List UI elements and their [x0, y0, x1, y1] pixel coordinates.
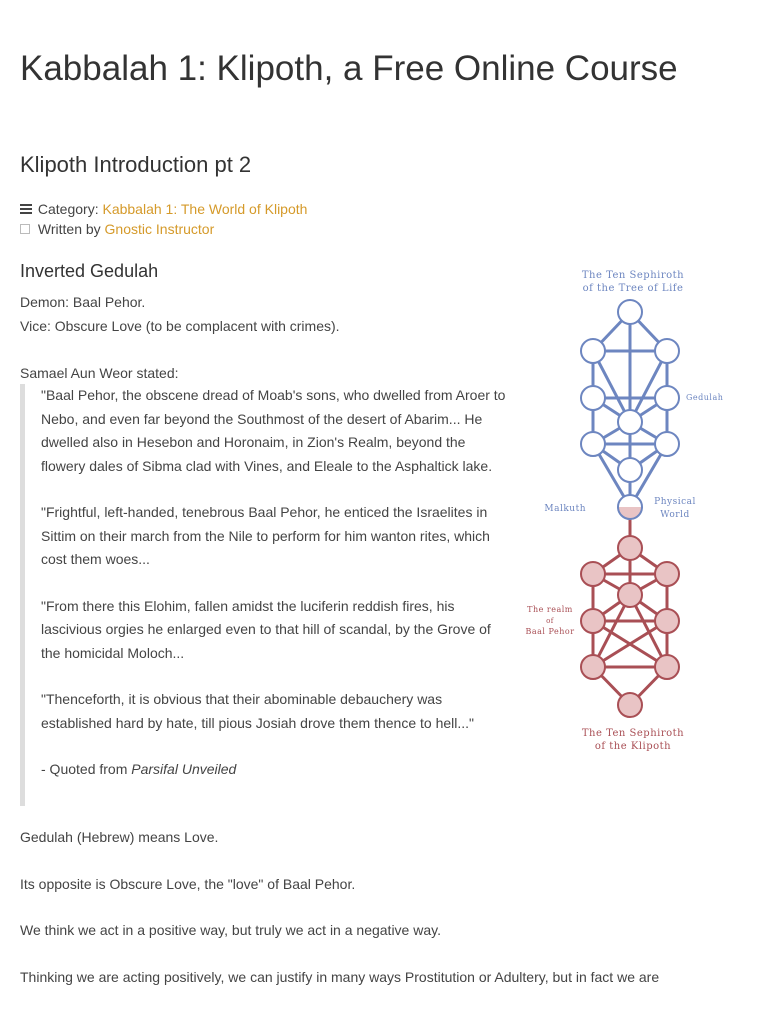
citation-title: Parsifal Unveiled — [131, 761, 237, 777]
klipah-node — [618, 583, 642, 607]
author-link[interactable]: Gnostic Instructor — [104, 221, 215, 237]
realm-label: The realm — [527, 605, 573, 614]
vice-line: Vice: Obscure Love (to be complacent with crimes). — [20, 318, 340, 334]
category-link[interactable]: Kabbalah 1: The World of Klipoth — [102, 201, 308, 217]
klipah-node — [655, 609, 679, 633]
malkuth-label: Malkuth — [544, 504, 586, 514]
quote-paragraph: "From there this Elohim, fallen amidst the luciferin reddish fires, his lascivious orgies he enlarged even to that hill of scandal, by the Grove of the homicidal Moloch... — [41, 597, 491, 661]
article-title: Klipoth Introduction pt 2 — [20, 152, 252, 177]
section-title: Inverted Gedulah — [20, 261, 159, 281]
paragraph: Thinking we are acting positively, we can justify in many ways Prostitution or Adultery, but in fact we are — [20, 969, 660, 985]
tree-of-life-diagram — [505, 260, 755, 760]
klipah-node — [618, 693, 642, 717]
sephirah-node — [581, 386, 605, 410]
author-line — [20, 219, 214, 239]
sephirah-node — [655, 339, 679, 363]
klipah-node — [618, 536, 642, 560]
sephirah-node — [618, 300, 642, 324]
physical-world-label: Physical — [654, 497, 696, 507]
sephirah-node — [655, 432, 679, 456]
physical-world-label: World — [660, 510, 690, 520]
quote-paragraph: "Baal Pehor, the obscene dread of Moab's sons, who dwelled from Aroer to Nebo, and even far beyond the Southmost of the desert of Abarim... He dwelled also in Hesebon and Horonaim, in Zion's Realm, beyond the flowery dales of Sibma clad with Vines, and Eleale to the Asphaltick lake. — [41, 387, 506, 474]
klipah-node — [655, 562, 679, 586]
category-label: Category: — [37, 201, 99, 217]
paragraph: Its opposite is Obscure Love, the "love" of Baal Pehor. — [20, 876, 356, 892]
gedulah-label: Gedulah — [686, 393, 724, 402]
citation-prefix: - Quoted from — [41, 761, 128, 777]
malkuth-node — [618, 495, 642, 519]
klipah-node — [581, 562, 605, 586]
klipah-node — [581, 609, 605, 633]
klipah-node — [655, 655, 679, 679]
category-line — [20, 199, 307, 219]
sephirah-node — [618, 410, 642, 434]
diagram-bottom-title: The Ten Sephiroth — [581, 728, 685, 739]
quote-citation — [41, 758, 506, 782]
list-icon — [20, 199, 34, 219]
quote-paragraph: "Frightful, left-handed, tenebrous Baal Pehor, he enticed the Israelites in Sittim on their march from the Nile to perform for him wanton rites, which cost them woes... — [41, 504, 490, 567]
demon-line: Demon: Baal Pehor. — [20, 294, 146, 310]
realm-label: Baal Pehor — [525, 627, 575, 636]
sephirah-node — [618, 458, 642, 482]
author-label: Written by — [37, 221, 101, 237]
user-icon — [20, 219, 34, 239]
diagram-top-title: The Ten Sephiroth — [581, 270, 685, 281]
realm-label: of — [546, 617, 554, 625]
quote-intro: Samael Aun Weor stated: — [20, 365, 179, 381]
quote-block — [20, 384, 506, 806]
sephirah-node — [581, 432, 605, 456]
sephirah-node — [655, 386, 679, 410]
sephirah-node — [581, 339, 605, 363]
diagram-top-title: of the Tree of Life — [582, 283, 684, 294]
paragraph: We think we act in a positive way, but truly we act in a negative way. — [20, 922, 441, 938]
diagram-bottom-title: of the Klipoth — [594, 741, 672, 752]
klipah-node — [581, 655, 605, 679]
page-title: Kabbalah 1: Klipoth, a Free Online Course — [20, 49, 678, 88]
paragraph: Gedulah (Hebrew) means Love. — [20, 829, 219, 845]
quote-paragraph: "Thenceforth, it is obvious that their abominable debauchery was established hard by hate, till pious Josiah drove them thence to hell..." — [41, 691, 475, 731]
